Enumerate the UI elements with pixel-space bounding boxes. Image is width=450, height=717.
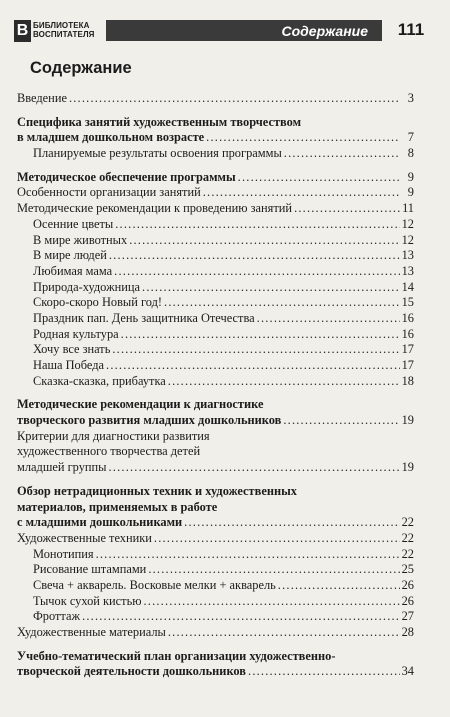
toc-entry-line: [33, 609, 414, 625]
series-name: [33, 21, 95, 39]
toc-entry-title: Монотипия: [33, 546, 94, 561]
dot-leader: [164, 295, 400, 311]
dot-leader: [283, 413, 399, 429]
toc-entry[interactable]: [17, 115, 414, 146]
toc-entry[interactable]: [17, 625, 414, 641]
dot-leader: [248, 664, 400, 680]
toc-entry-title: Родная культура: [33, 326, 119, 341]
dot-leader: [142, 280, 400, 296]
toc-entry-line: [17, 664, 414, 680]
toc-entry-line: [17, 531, 414, 547]
toc-entry-line: [33, 233, 414, 249]
toc-entry-title: Хочу все знать: [33, 342, 111, 357]
toc-entry-line: [33, 594, 414, 610]
toc-entry-page: 16: [401, 326, 414, 341]
toc-entry-title: Любимая мама: [33, 263, 113, 278]
toc-entry-line: [17, 460, 414, 476]
toc-entry-title: младшей группы: [17, 460, 107, 475]
toc-entry-page: 7: [407, 130, 414, 145]
toc-entry[interactable]: [17, 201, 414, 217]
toc-entry[interactable]: [17, 547, 414, 563]
toc-entry-title: Тычок сухой кистью: [33, 593, 142, 608]
toc-entry-line: [33, 578, 414, 594]
toc-entry[interactable]: [17, 609, 414, 625]
dot-leader: [148, 562, 399, 578]
header-band: [106, 20, 382, 41]
toc-entry-line: [33, 342, 414, 358]
series-logo: В: [14, 20, 31, 42]
toc-entry-page: 28: [401, 625, 414, 639]
toc-entry-page: 13: [401, 263, 414, 278]
toc-entry-line: [33, 146, 414, 162]
toc-entry-title: Фроттаж: [33, 609, 81, 624]
toc-entry-title-line: Специфика занятий художественным творчеством: [17, 114, 302, 129]
toc-entry-page: 3: [407, 91, 414, 105]
toc-entry-page: 12: [401, 216, 414, 231]
dot-leader: [109, 460, 400, 476]
toc-entry-line: [17, 625, 414, 641]
toc-entry-title-line: Критерии для диагностики развития: [17, 428, 210, 443]
dot-leader: [184, 515, 399, 531]
toc-entry[interactable]: [17, 170, 414, 186]
toc-entry-line: [33, 358, 414, 374]
toc-entry-line: [17, 130, 414, 146]
toc-entry-title: Особенности организации занятий: [17, 185, 201, 200]
toc-entry-title-line: художественного творчества детей: [17, 444, 201, 459]
toc-entry-title: Методические рекомендации к проведению занятий: [17, 201, 293, 216]
toc-entry-title: творческой деятельности дошкольников: [17, 664, 247, 679]
toc-entry-title: Художественные техники: [17, 530, 152, 545]
dot-leader: [109, 248, 400, 264]
toc-entry-line: [33, 562, 414, 578]
dot-leader: [238, 170, 400, 186]
toc-entry-page: 9: [407, 169, 414, 184]
toc-entry-page: 19: [401, 460, 414, 475]
toc-entry-page: 34: [401, 664, 414, 679]
toc-entry-line: [33, 248, 414, 264]
toc-entry-line: [33, 327, 414, 343]
dot-leader: [278, 578, 400, 594]
page-title: Содержание: [30, 59, 132, 77]
dot-leader: [82, 609, 400, 625]
toc-entry-title: Осенние цветы: [33, 216, 114, 231]
toc-entry-page: 12: [401, 232, 414, 247]
toc-entry-title: В мире людей: [33, 248, 107, 263]
toc-entry-line: [33, 280, 414, 296]
toc-entry-title: Введение: [17, 91, 67, 105]
toc-entry-title: Планируемые результаты освоения программы: [33, 146, 282, 161]
toc-entry-line: [33, 547, 414, 563]
toc-entry-title-line: Методические рекомендации к диагностике: [17, 397, 264, 412]
dot-leader: [257, 311, 400, 327]
dot-leader: [168, 625, 400, 641]
toc-entry-page: 14: [401, 279, 414, 294]
toc-entry-page: 13: [401, 248, 414, 263]
toc-entry-page: 15: [401, 295, 414, 310]
toc-entry-page: 22: [401, 515, 414, 530]
toc-entry-title: в младшем дошкольном возрасте: [17, 130, 205, 145]
toc-entry-line: [17, 170, 414, 186]
toc-entry[interactable]: [17, 342, 414, 358]
toc-entry-title: Художественные материалы: [17, 625, 166, 639]
dot-leader: [114, 264, 399, 280]
toc-entry[interactable]: [17, 217, 414, 233]
toc-entry[interactable]: [17, 185, 414, 201]
toc-entry-page: 22: [401, 546, 414, 561]
toc-entry-line: [17, 413, 414, 429]
toc-entry-page: 25: [401, 562, 414, 577]
toc-entry-title: Свеча + акварель. Восковые мелки + акварель: [33, 577, 276, 592]
toc-entry[interactable]: [17, 594, 414, 610]
toc-entry[interactable]: [17, 649, 414, 680]
toc-entry[interactable]: [17, 327, 414, 343]
toc-entry-title: с младшими дошкольниками: [17, 515, 183, 530]
toc-entry-page: 8: [407, 146, 414, 161]
toc-entry[interactable]: [17, 295, 414, 311]
toc-entry-line: [33, 374, 414, 390]
toc-entry-page: 19: [401, 413, 414, 428]
toc-entry-title-line: Обзор нетрадиционных техник и художественных: [17, 483, 297, 498]
toc-entry-title: Скоро-скоро Новый год!: [33, 295, 163, 310]
toc-entry-title: Сказка-сказка, прибаутка: [33, 373, 166, 388]
header-section-title: Содержание: [281, 23, 368, 39]
toc-entry-page: 17: [401, 358, 414, 372]
toc-entry-title: Праздник пап. День защитника Отечества: [33, 310, 255, 325]
toc-entry-title-line: Учебно-тематический план организации художественно-: [17, 648, 336, 663]
series-name-line2: ВОСПИТАТЕЛЯ: [33, 30, 95, 39]
toc-entry[interactable]: [17, 233, 414, 249]
toc-entry[interactable]: [17, 264, 414, 280]
toc-entry[interactable]: [17, 578, 414, 594]
toc-entry-line: [33, 295, 414, 311]
page-number: 111: [397, 20, 425, 39]
dot-leader: [203, 185, 400, 201]
toc-entry-title: В мире животных: [33, 232, 128, 247]
toc-entry-page: 18: [401, 373, 414, 388]
toc-entry[interactable]: [17, 562, 414, 578]
toc-entry-title: Методическое обеспечение программы: [17, 169, 236, 184]
toc-entry-title: Рисование штампами: [33, 562, 147, 577]
toc-entry-page: 26: [401, 593, 414, 608]
toc-entry-page: 26: [401, 577, 414, 592]
toc-entry[interactable]: [17, 146, 414, 162]
toc-entry[interactable]: [17, 248, 414, 264]
dot-leader: [154, 531, 400, 547]
toc-entry-page: 17: [401, 342, 414, 357]
toc-entry[interactable]: [17, 358, 414, 374]
dot-leader: [129, 233, 399, 249]
toc-entry-title: Наша Победа: [33, 358, 105, 372]
toc-entry-title: Природа-художница: [33, 279, 141, 294]
toc-entry-title: творческого развития младших дошкольников: [17, 413, 282, 428]
toc-entry-line: [17, 201, 414, 217]
toc-entry-line: [33, 217, 414, 233]
dot-leader: [143, 594, 399, 610]
toc-entry-page: 27: [401, 609, 414, 624]
toc-entry-line: [17, 91, 414, 107]
toc-entry[interactable]: [17, 311, 414, 327]
dot-leader: [96, 547, 400, 563]
dot-leader: [112, 342, 399, 358]
toc-entry-line: [33, 264, 414, 280]
toc-entry[interactable]: [17, 374, 414, 390]
toc-entry[interactable]: [17, 484, 414, 531]
toc-entry[interactable]: [17, 429, 414, 476]
dot-leader: [168, 374, 400, 390]
toc-entry[interactable]: [17, 91, 414, 107]
toc-entry-page: 11: [402, 201, 414, 216]
dot-leader: [121, 327, 400, 343]
toc-entry[interactable]: [17, 397, 414, 428]
series-name-line1: БИБЛИОТЕКА: [33, 21, 90, 30]
toc-entry-page: 16: [401, 310, 414, 325]
running-header: [0, 17, 450, 44]
table-of-contents: [17, 91, 414, 680]
dot-leader: [206, 130, 400, 146]
toc-entry-line: [17, 515, 414, 531]
toc-entry-line: [17, 185, 414, 201]
dot-leader: [106, 358, 400, 374]
toc-entry[interactable]: [17, 531, 414, 547]
dot-leader: [294, 201, 400, 217]
toc-entry-page: 9: [407, 185, 414, 200]
toc-entry-page: 22: [401, 530, 414, 545]
toc-entry-line: [33, 311, 414, 327]
dot-leader: [284, 146, 400, 162]
toc-entry[interactable]: [17, 280, 414, 296]
toc-entry-title-line: материалов, применяемых в работе: [17, 499, 218, 514]
dot-leader: [115, 217, 399, 233]
dot-leader: [69, 91, 400, 107]
